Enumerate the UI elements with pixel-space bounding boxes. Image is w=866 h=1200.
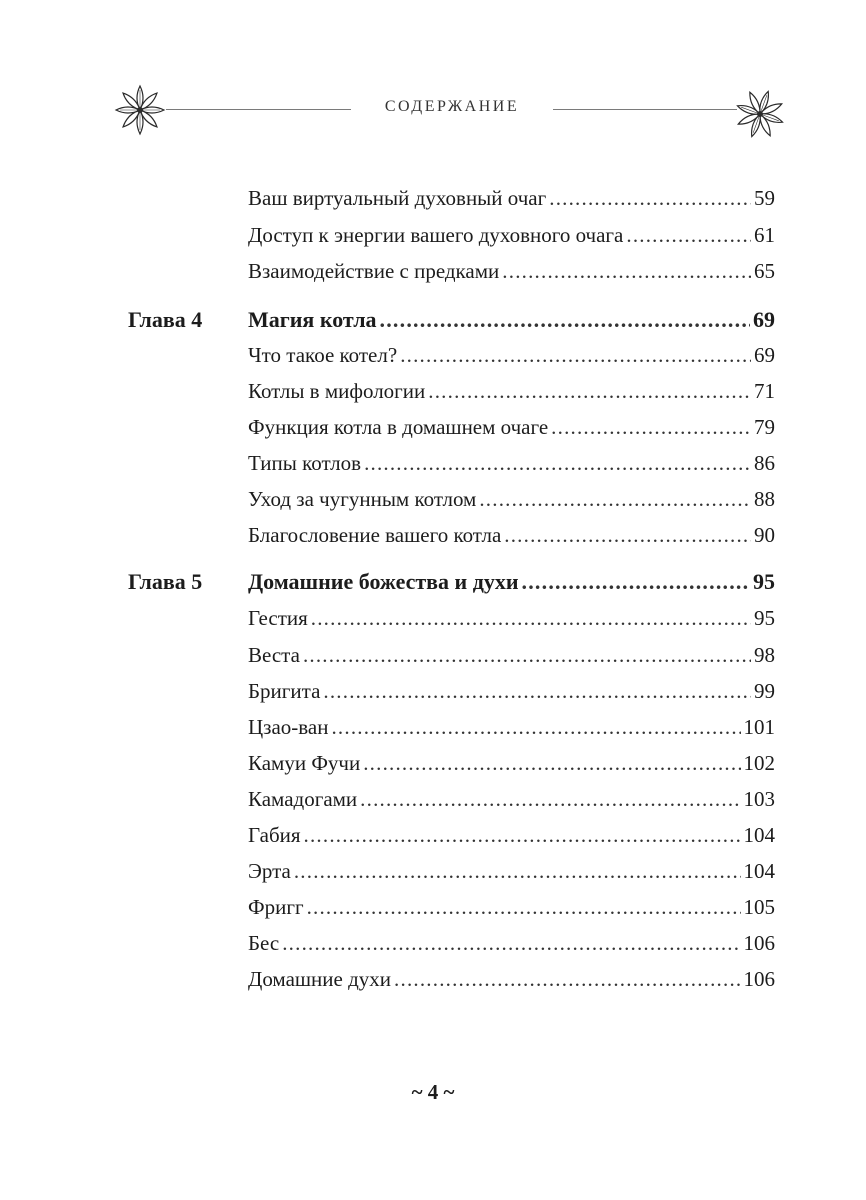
toc-entry [248, 818, 775, 852]
dot-leader [307, 890, 741, 924]
toc-entry-title: Взаимодействие с предками [248, 259, 500, 283]
toc-entry-page: 61 [754, 223, 775, 247]
toc-entry-title: Габия [248, 823, 301, 847]
toc-entry-page: 104 [743, 823, 775, 847]
dot-leader [363, 746, 740, 780]
dot-leader [394, 962, 740, 996]
toc-entry [248, 710, 775, 744]
dot-leader [400, 338, 751, 372]
toc-entry-page: 88 [754, 487, 775, 511]
toc-entry-page: 86 [754, 451, 775, 475]
page-number: ~ 4 ~ [411, 1080, 455, 1104]
toc-entry-page: 79 [754, 415, 775, 439]
dot-leader [479, 482, 751, 516]
dot-leader [502, 254, 751, 288]
toc-entry [248, 482, 775, 516]
dot-leader [626, 218, 751, 252]
toc-entry-page: 102 [743, 751, 775, 775]
toc-entry-page: 69 [754, 343, 775, 367]
toc-entry [248, 374, 775, 408]
dot-leader [331, 710, 740, 744]
toc-entry-title: Камадогами [248, 787, 358, 811]
toc-entry-title: Ваш виртуальный духовный очаг [248, 186, 547, 210]
chapter-label: Глава 4 [128, 307, 203, 332]
toc-entry [248, 962, 775, 996]
toc-entry [248, 218, 775, 252]
toc-entry-page: 104 [743, 859, 775, 883]
toc-entry [248, 782, 775, 816]
dot-leader [303, 638, 751, 672]
toc-entry-page: 69 [753, 307, 775, 332]
toc-entry-page: 65 [754, 259, 775, 283]
toc-entry-title: Домашние духи [248, 967, 392, 991]
dot-leader [323, 674, 751, 708]
toc-entry-page: 98 [754, 643, 775, 667]
dot-leader [294, 854, 741, 888]
dot-leader [428, 374, 751, 408]
toc-chapter-title: Магия котла [248, 307, 377, 332]
toc-entry-title: Типы котлов [248, 451, 362, 475]
toc-entry [248, 601, 775, 635]
toc-entry-page: 59 [754, 186, 775, 210]
toc-entry-title: Гестия [248, 606, 308, 630]
toc-entry-page: 106 [743, 967, 775, 991]
toc-entry-title: Уход за чугунным котлом [248, 487, 477, 511]
toc-entry [248, 674, 775, 708]
dot-leader [364, 446, 751, 480]
toc-entry [248, 854, 775, 888]
chapter-label: Глава 5 [128, 569, 203, 594]
dot-leader [551, 410, 751, 444]
toc-entry-title: Фригг [248, 895, 304, 919]
toc-chapter-title: Домашние божества и духи [248, 569, 519, 594]
toc-entry-title: Эрта [248, 859, 291, 883]
header-title: СОДЕРЖАНИЕ [384, 98, 520, 115]
toc-entry-title: Камуи Фучи [248, 751, 361, 775]
toc-entry [248, 181, 775, 215]
dot-leader [282, 926, 740, 960]
toc-entry-page: 101 [743, 715, 775, 739]
toc-entry [248, 254, 775, 288]
toc-entry [248, 446, 775, 480]
toc-entry [248, 410, 775, 444]
toc-entry [248, 746, 775, 780]
toc-entry-title: Бригита [248, 679, 321, 703]
toc-entry-title: Функция котла в домашнем очаге [248, 415, 549, 439]
toc-entry-title: Цзао-ван [248, 715, 329, 739]
toc-entry [248, 338, 775, 372]
toc-chapter-entry [248, 565, 775, 599]
dot-leader [522, 565, 750, 599]
dot-leader [311, 601, 751, 635]
toc-chapter-entry [248, 303, 775, 337]
dot-leader [504, 518, 751, 552]
dot-leader [304, 818, 741, 852]
toc-entry [248, 518, 775, 552]
toc-entry [248, 926, 775, 960]
toc-entry-title: Что такое котел? [248, 343, 398, 367]
toc-entry-page: 99 [754, 679, 775, 703]
toc-entry-page: 90 [754, 523, 775, 547]
toc-entry-page: 103 [743, 787, 775, 811]
toc-entry-title: Котлы в мифологии [248, 379, 426, 403]
dot-leader [360, 782, 740, 816]
dot-leader [549, 181, 751, 215]
toc-entry-page: 105 [743, 895, 775, 919]
toc-entry-title: Доступ к энергии вашего духовного очага [248, 223, 624, 247]
toc-entry [248, 638, 775, 672]
toc-entry-page: 95 [754, 606, 775, 630]
dot-leader [380, 303, 750, 337]
toc-entry-title: Благословение вашего котла [248, 523, 502, 547]
toc-entry-page: 106 [743, 931, 775, 955]
toc-entry-page: 71 [754, 379, 775, 403]
toc-entry [248, 890, 775, 924]
toc-entry-page: 95 [753, 569, 775, 594]
toc-entry-title: Веста [248, 643, 300, 667]
toc-entry-title: Бес [248, 931, 280, 955]
